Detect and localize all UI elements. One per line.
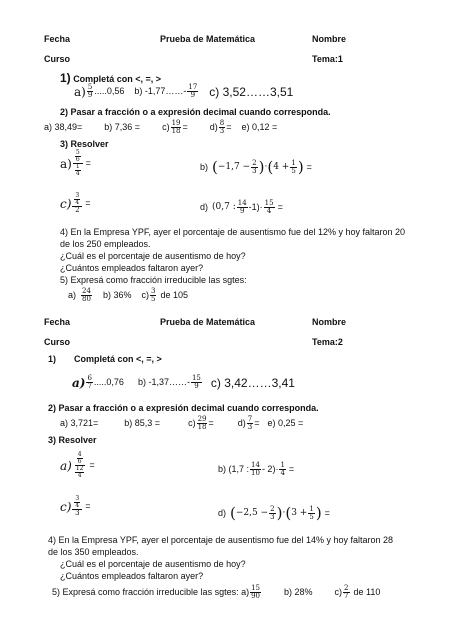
- q1-items: a) 5 9 .....0,56 b) -1,77……- 17 9 c) 3,52……3,51: [74, 83, 294, 99]
- fraction: 3 5: [150, 287, 156, 303]
- fraction: $\frac{1}{4}$: [280, 461, 285, 477]
- fraction: $\frac{2}{3}$: [270, 505, 275, 521]
- q3c: c) $\frac{\frac{3}{4}}{3}$ =: [60, 495, 91, 517]
- q1-items: a) 6 7 .....0,76 b) -1,37……- 15 9 c) 3,42……3,41: [72, 374, 295, 390]
- q2-heading: 2) Pasar a fracción o a expresión decimal cuando corresponda.: [60, 107, 331, 117]
- q2-items: a) 3,721= b) 85,3 = c) $\frac{29}{18}$ = d) $\frac{7}{3}$ = e) 0,25 =: [60, 415, 304, 431]
- fraction: 17 9: [188, 83, 198, 99]
- complex-fraction: $\frac{\frac{5}{6}}{\frac{1}{4}}$: [73, 150, 83, 177]
- fraction: 14 10: [251, 461, 260, 477]
- q4-line4: ¿Cuántos empleados faltaron ayer?: [60, 571, 204, 581]
- fraction: 6 7: [87, 374, 92, 390]
- nombre-label: Nombre: [312, 34, 347, 44]
- q3b: b) ( −1,7 − $\frac{2}{3}$ ) · ( 4 + $\frac{1}{5}$ ) =: [200, 158, 312, 176]
- q3d: d) (0,7 : 14 9 -1)· $\frac{15}{4}$ =: [200, 199, 283, 215]
- q4-line1: 4) En la Empresa YPF, ayer el porcentaje de ausentismo fue del 12% y hoy faltaron 20: [60, 227, 406, 237]
- q1-heading: 1) Completá con <, =, >: [60, 71, 161, 85]
- nombre-label: Nombre: [312, 317, 347, 327]
- fraction: $\frac{1}{5}$: [291, 159, 296, 175]
- fraction: 15 90: [251, 584, 261, 600]
- fraction: $\frac{15}{4}$: [264, 199, 274, 215]
- fecha-label: Fecha: [44, 317, 71, 327]
- q5-items: 5) Expresá como fracción irreducible las sgtes: a) 15 90 b) 28% c) 2 7 de 110: [52, 584, 381, 600]
- fraction: 15 9: [191, 374, 201, 390]
- complex-fraction: $\frac{\frac{4}{6}}{\frac{12}{4}}$: [75, 451, 84, 479]
- q3a: a) $\frac{\frac{4}{6}}{\frac{12}{4}}$ =: [60, 451, 95, 479]
- fraction: 2 7: [344, 584, 349, 600]
- q1-heading: 1) Completá con <, =, >: [48, 354, 162, 364]
- fraction: $\frac{1}{5}$: [309, 505, 314, 521]
- curso-label: Curso: [44, 54, 71, 64]
- fraction: 24 80: [82, 287, 91, 303]
- q4-line1: 4) En la Empresa YPF, ayer el porcentaje de ausentismo fue del 14% y hoy faltaron 28: [48, 535, 394, 545]
- test-title: Prueba de Matemática: [160, 34, 256, 44]
- fraction: 14 9: [237, 199, 247, 215]
- q2-heading: 2) Pasar a fracción o a expresión decimal cuando corresponda.: [48, 403, 319, 413]
- q5-heading: 5) Expresá como fracción irreducible las sgtes:: [60, 275, 247, 285]
- q3c: c) $\frac{\frac{3}{4}}{2}$ =: [60, 192, 91, 214]
- complex-fraction: $\frac{\frac{3}{4}}{2}$: [72, 193, 82, 214]
- q4-line2: de los 250 empleados.: [60, 239, 151, 249]
- test-title: Prueba de Matemática: [160, 317, 256, 327]
- curso-label: Curso: [44, 337, 71, 347]
- fraction: 5 9: [87, 83, 93, 99]
- q3b: b) (1,7 : 14 10 - 2)· $\frac{1}{4}$ =: [218, 461, 295, 477]
- tema-label: Tema:2: [312, 337, 343, 347]
- tema-label: Tema:1: [312, 54, 343, 64]
- q3-heading: 3) Resolver: [48, 435, 97, 445]
- q3a: a) $\frac{\frac{5}{6}}{\frac{1}{4}}$ =: [60, 149, 91, 177]
- fraction: $\frac{8}{3}$: [219, 119, 225, 135]
- fraction: $\frac{7}{3}$: [247, 415, 253, 431]
- q3d: d) ( −2,5 − $\frac{2}{3}$ ) · ( 3 + $\frac{1}{5}$ ) =: [218, 504, 330, 522]
- fraction: $\frac{2}{3}$: [252, 159, 257, 175]
- q4-line3: ¿Cuál es el porcentaje de ausentismo de hoy?: [60, 251, 246, 261]
- fraction: $\frac{29}{18}$: [197, 415, 207, 431]
- q2-items: a) 38,49= b) 7,36 = c) $\frac{19}{18}$ = d) $\frac{8}{3}$ = e) 0,12 =: [44, 119, 278, 135]
- q3-heading: 3) Resolver: [60, 139, 109, 149]
- q5-items: a) 24 80 b) 36% c) 3 5 de 105: [68, 287, 188, 303]
- fecha-label: Fecha: [44, 34, 71, 44]
- q4-line2: de los 350 empleados.: [48, 547, 139, 557]
- complex-fraction: $\frac{\frac{3}{4}}{3}$: [72, 496, 82, 517]
- fraction: $\frac{19}{18}$: [171, 119, 181, 135]
- q4-line4: ¿Cuántos empleados faltaron ayer?: [60, 263, 204, 273]
- q4-line3: ¿Cuál es el porcentaje de ausentismo de hoy?: [60, 559, 246, 569]
